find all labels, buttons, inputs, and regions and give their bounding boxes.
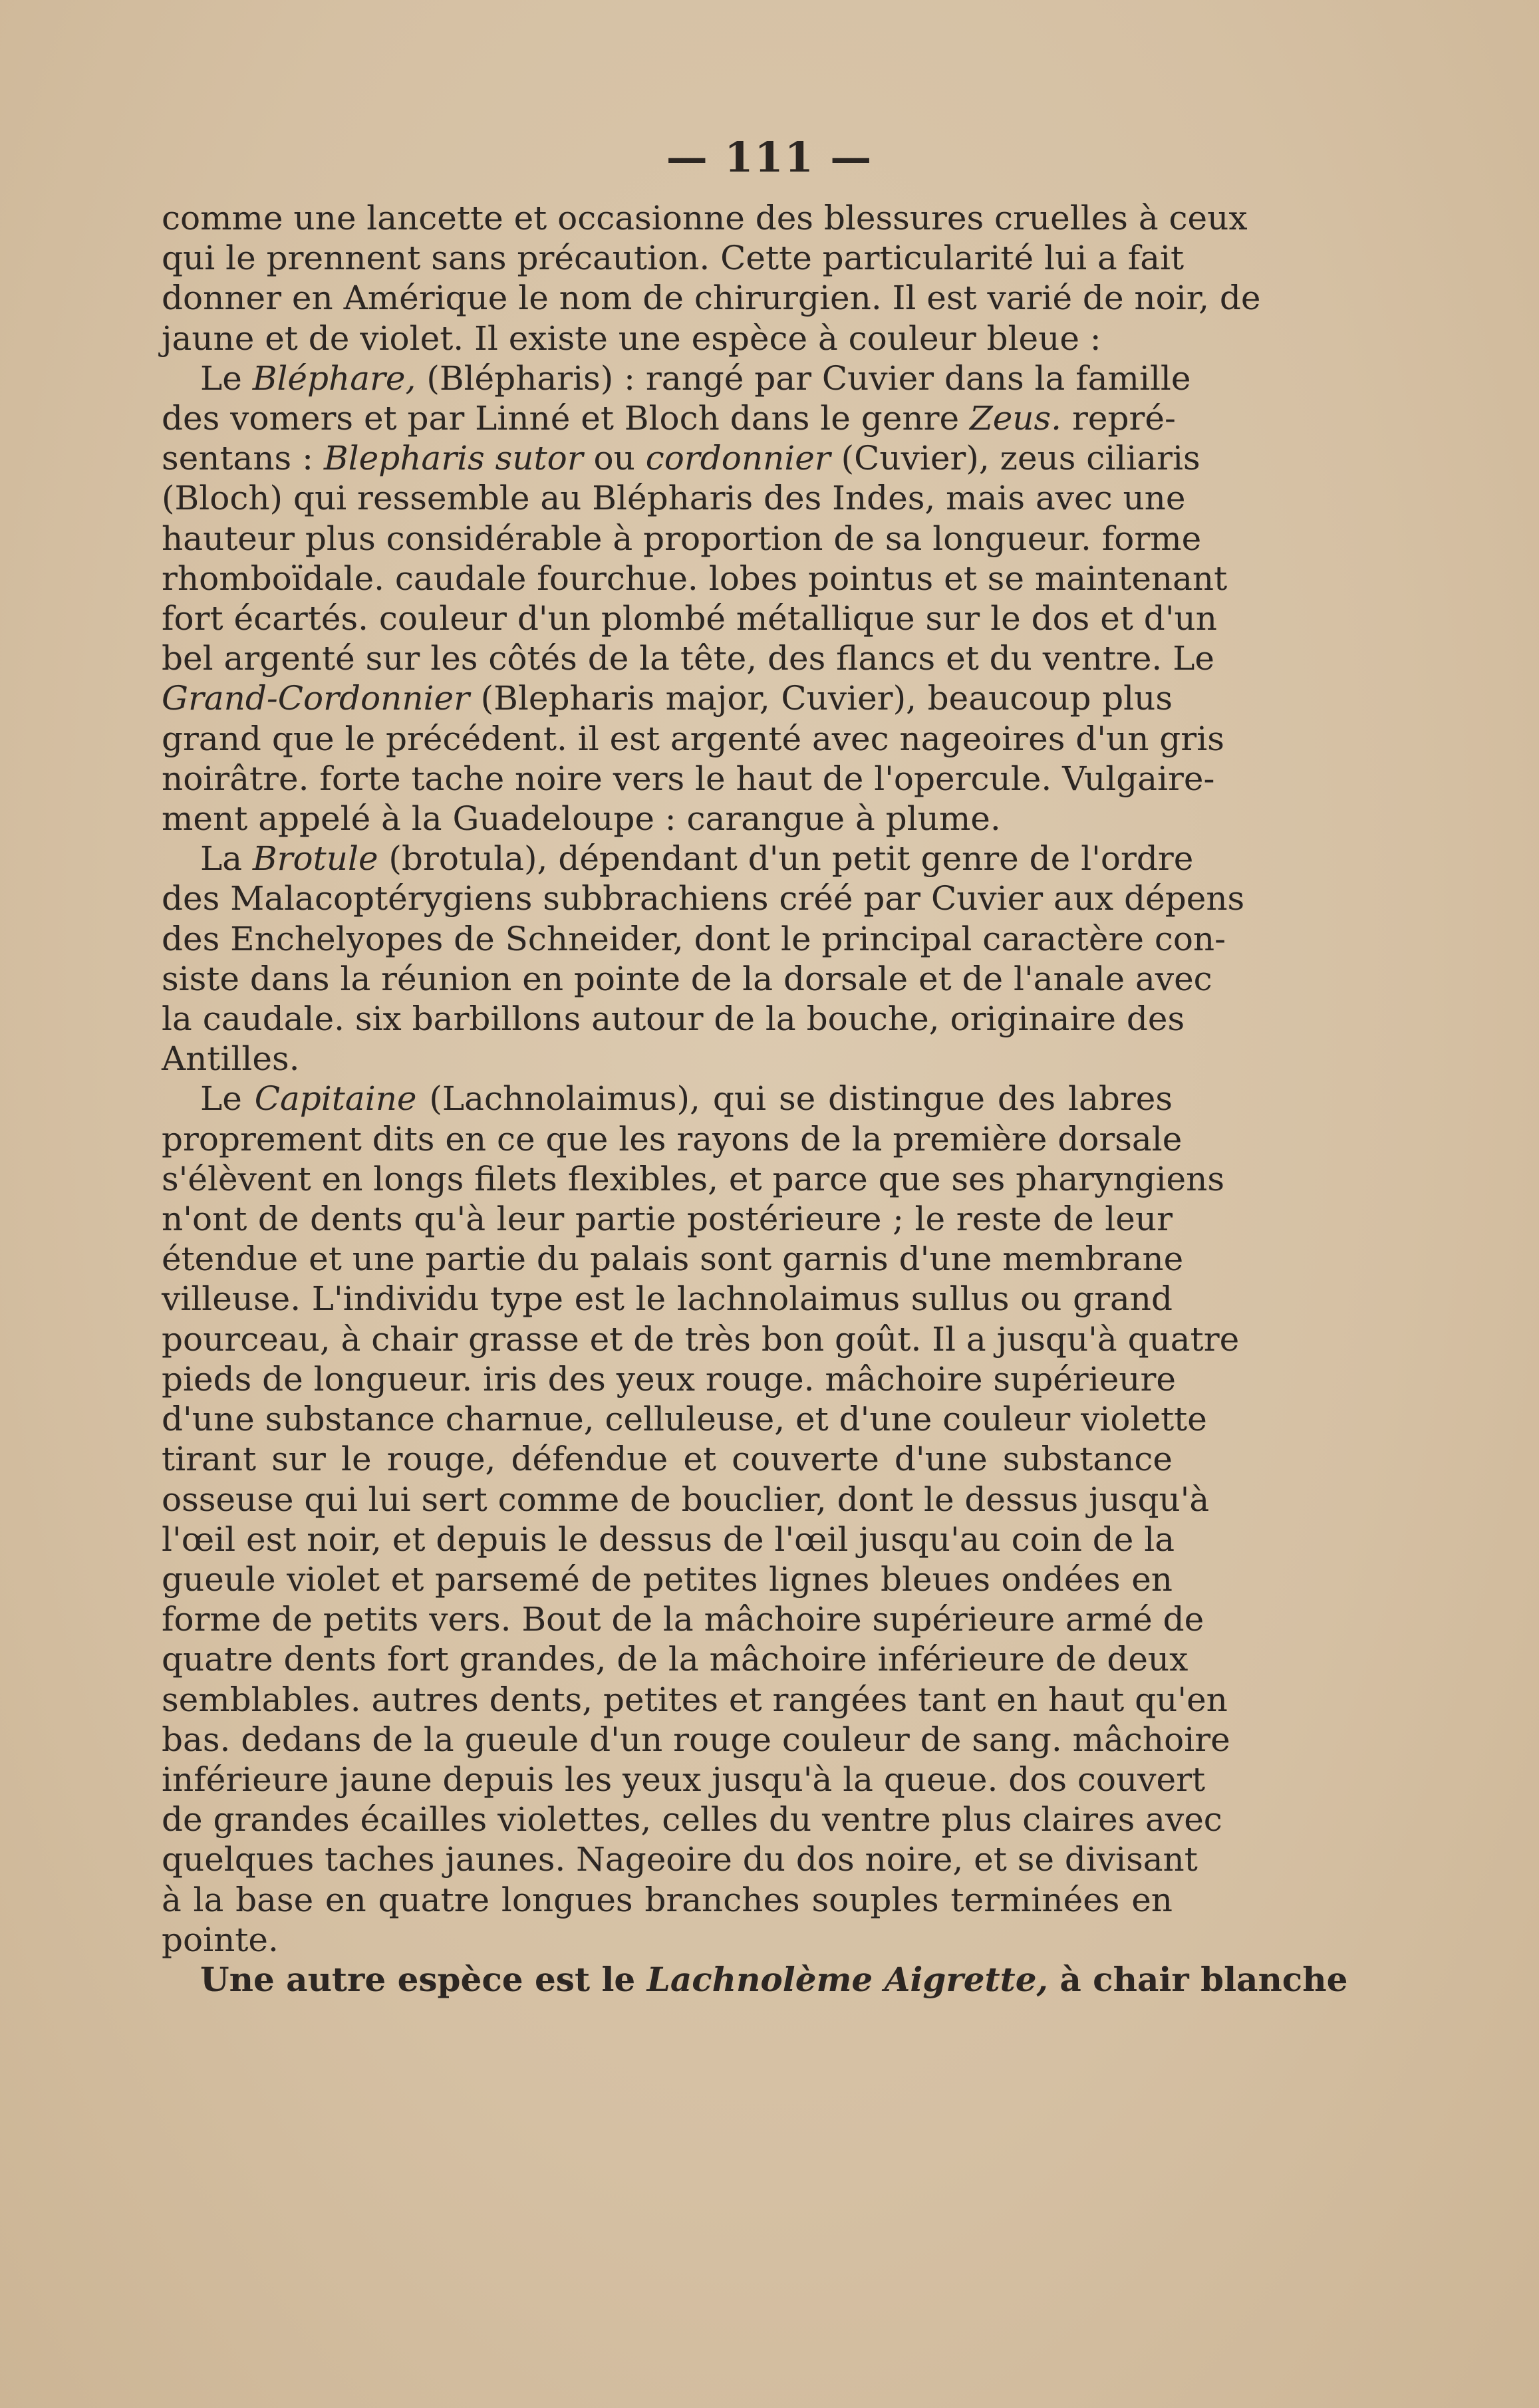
text-line xyxy=(162,878,1245,918)
text-line xyxy=(162,999,1185,1039)
text-segment: Le xyxy=(200,1079,255,1119)
text-line xyxy=(162,238,1185,278)
text-segment: Antilles. xyxy=(162,1039,300,1079)
text-line xyxy=(162,1639,1189,1679)
emphasized-text: à chair blanche xyxy=(1048,1959,1348,1999)
text-line xyxy=(162,799,1173,839)
text-line xyxy=(162,1319,1240,1359)
text-segment: gueule violet et parsemé de petites lignes bleues ondées en xyxy=(162,1559,1173,1599)
text-line xyxy=(162,478,1186,518)
text-segment: (Blepharis major, Cuvier), beaucoup plus xyxy=(470,679,1173,718)
text-line xyxy=(162,919,1226,959)
text-line xyxy=(162,638,1214,678)
text-segment: inférieure jaune depuis les yeux jusqu'à la queue. dos couvert xyxy=(162,1760,1206,1799)
text-line xyxy=(162,1039,1173,1079)
text-segment: fort écartés. couleur d'un plombé métallique sur le dos et d'un xyxy=(162,599,1217,638)
text-segment: jaune et de violet. Il existe une espèce à couleur bleue : xyxy=(162,319,1101,358)
emphasized-text: cordonnier xyxy=(645,439,831,478)
text-line xyxy=(162,599,1217,638)
text-line xyxy=(162,839,1194,878)
text-line xyxy=(162,678,1173,718)
text-line xyxy=(162,1720,1230,1760)
emphasized-text: Une autre espèce est le xyxy=(200,1959,647,1999)
body-text xyxy=(162,198,1348,2000)
text-line xyxy=(162,1439,1173,1479)
text-segment: (brotula), dépendant d'un petit genre de l'ordre xyxy=(378,839,1194,878)
text-segment: quelques taches jaunes. Nageoire du dos noire, et se divisant xyxy=(162,1840,1198,1879)
text-line xyxy=(162,959,1212,999)
text-line xyxy=(162,1520,1173,1559)
text-segment: qui le prennent sans précaution. Cette particularité lui a fait xyxy=(162,239,1185,278)
text-segment: forme de petits vers. Bout de la mâchoire supérieure armé de xyxy=(162,1600,1204,1639)
text-line xyxy=(162,1119,1183,1159)
text-line xyxy=(162,1159,1224,1199)
text-segment: hauteur plus considérable à proportion de sa longueur. forme xyxy=(162,519,1202,558)
emphasized-text: Grand-Cordonnier xyxy=(162,679,470,718)
text-segment: ment appelé à la Guadeloupe : carangue à plume. xyxy=(162,799,1001,839)
text-segment: à la base en quatre longues branches souples terminées en xyxy=(162,1880,1173,1919)
text-line xyxy=(162,1599,1204,1639)
text-segment: des vomers et par Linné et Bloch dans le genre xyxy=(162,399,970,438)
text-segment: quatre dents fort grandes, de la mâchoire inférieure de deux xyxy=(162,1640,1189,1679)
text-segment: d'une substance charnue, celluleuse, et d'une couleur violette xyxy=(162,1400,1207,1439)
text-line xyxy=(162,398,1176,438)
text-line xyxy=(162,198,1248,238)
text-line xyxy=(162,438,1200,478)
text-segment: grand que le précédent. il est argenté avec nageoires d'un gris xyxy=(162,719,1224,758)
text-segment: bel argenté sur les côtés de la tête, des flancs et du ventre. Le xyxy=(162,639,1214,678)
text-segment: n'ont de dents qu'à leur partie postérieure ; le reste de leur xyxy=(162,1200,1173,1239)
text-segment: tirant sur le rouge, défendue et couverte d'une substance xyxy=(162,1440,1173,1479)
text-segment: proprement dits en ce que les rayons de la première dorsale xyxy=(162,1119,1183,1158)
text-segment: La xyxy=(200,839,253,878)
text-line xyxy=(162,1839,1198,1879)
text-line xyxy=(162,1079,1173,1119)
text-line xyxy=(162,1359,1176,1399)
text-segment: pourceau, à chair grasse et de très bon goût. Il a jusqu'à quatre xyxy=(162,1319,1240,1359)
text-line xyxy=(162,1559,1173,1599)
emphasized-text: Blepharis sutor xyxy=(323,439,583,478)
text-segment: pieds de longueur. iris des yeux rouge. mâchoire supérieure xyxy=(162,1359,1176,1399)
emphasized-text: Bléphare, xyxy=(252,358,416,398)
emphasized-text: Capitaine xyxy=(254,1079,417,1119)
text-segment: repré- xyxy=(1061,399,1176,438)
text-segment: rhomboïdale. caudale fourchue. lobes pointus et se maintenant xyxy=(162,559,1228,598)
text-line xyxy=(162,1760,1206,1800)
text-line xyxy=(162,719,1224,759)
text-line xyxy=(162,759,1215,799)
text-segment: (Bloch) qui ressemble au Blépharis des Indes, mais avec une xyxy=(162,479,1186,518)
text-segment: (Cuvier), zeus ciliaris xyxy=(830,439,1200,478)
text-segment: osseuse qui lui sert comme de bouclier, dont le dessus jusqu'à xyxy=(162,1480,1210,1519)
emphasized-text: Zeus. xyxy=(969,399,1062,438)
text-segment: sentans : xyxy=(162,439,324,478)
text-line xyxy=(162,358,1191,398)
text-segment: s'élèvent en longs filets flexibles, et parce que ses pharyngiens xyxy=(162,1159,1224,1198)
text-segment: donner en Amérique le nom de chirurgien. Il est varié de noir, de xyxy=(162,279,1261,318)
text-segment: comme une lancette et occasionne des blessures cruelles à ceux xyxy=(162,199,1248,237)
text-segment: des Malacoptérygiens subbrachiens créé par Cuvier aux dépens xyxy=(162,879,1245,918)
text-line xyxy=(162,278,1261,318)
text-line xyxy=(162,1399,1207,1439)
text-segment: de grandes écailles violettes, celles du ventre plus claires avec xyxy=(162,1800,1222,1839)
text-segment: l'œil est noir, et depuis le dessus de l'œil jusqu'au coin de la xyxy=(162,1520,1175,1559)
text-segment: siste dans la réunion en pointe de la dorsale et de l'anale avec xyxy=(162,959,1212,998)
text-line xyxy=(162,1480,1210,1520)
text-segment: noirâtre. forte tache noire vers le haut de l'opercule. Vulgaire- xyxy=(162,759,1215,798)
text-segment: la caudale. six barbillons autour de la bouche, originaire des xyxy=(162,1000,1185,1039)
text-segment: villeuse. L'individu type est le lachnolaimus sullus ou grand xyxy=(162,1279,1173,1319)
text-line xyxy=(162,1680,1228,1720)
text-line xyxy=(162,1279,1173,1319)
text-segment: Le xyxy=(200,358,253,398)
text-segment: bas. dedans de la gueule d'un rouge couleur de sang. mâchoire xyxy=(162,1720,1230,1759)
text-segment: ou xyxy=(583,439,646,478)
text-line xyxy=(162,1239,1184,1279)
text-line xyxy=(162,1199,1173,1239)
text-line xyxy=(162,1959,1348,2000)
text-line xyxy=(162,319,1173,358)
page-number: — 111 — xyxy=(666,133,873,182)
emphasized-text: Brotule xyxy=(252,839,378,878)
text-segment: des Enchelyopes de Schneider, dont le principal caractère con- xyxy=(162,919,1226,958)
text-segment: (Blépharis) : rangé par Cuvier dans la famille xyxy=(416,358,1191,398)
text-segment: semblables. autres dents, petites et rangées tant en haut qu'en xyxy=(162,1680,1228,1719)
text-segment: pointe. xyxy=(162,1920,279,1959)
text-line xyxy=(162,1880,1173,1920)
text-line xyxy=(162,519,1202,559)
text-line xyxy=(162,1920,1173,1960)
text-segment: (Lachnolaimus), qui se distingue des labres xyxy=(416,1079,1173,1119)
emphasized-text: Lachnolème Aigrette, xyxy=(646,1959,1048,1999)
text-line xyxy=(162,1800,1222,1839)
text-line xyxy=(162,559,1228,599)
text-segment: étendue et une partie du palais sont garnis d'une membrane xyxy=(162,1240,1184,1279)
